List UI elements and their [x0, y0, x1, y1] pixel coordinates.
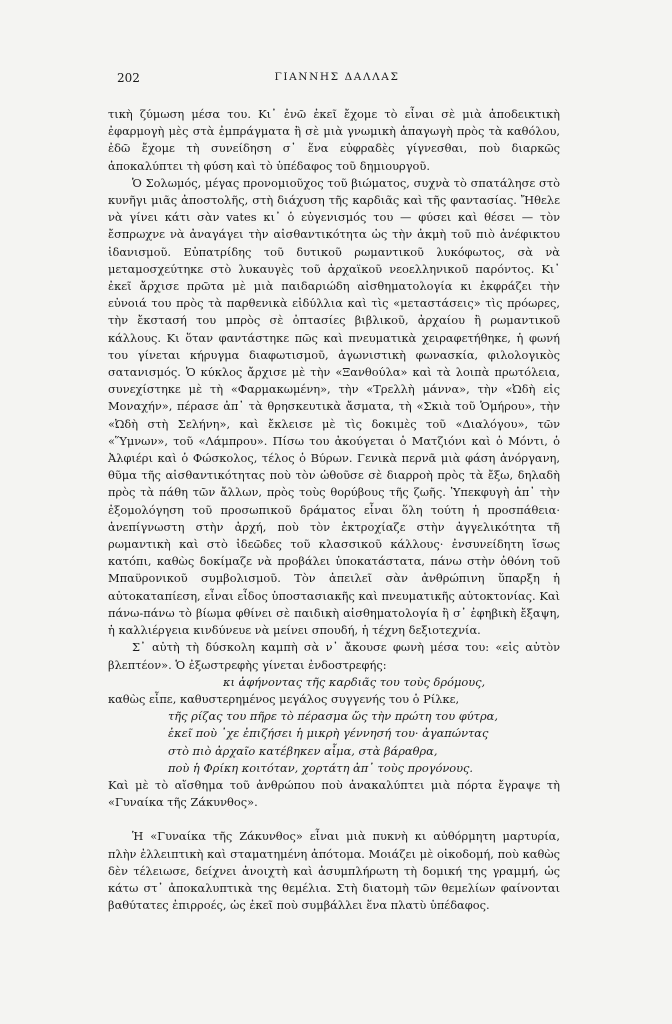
quote-line: τῆς ρίζας του πῆρε τὸ πέρασμα ὥς τὴν πρώτη του φύτρα, — [168, 709, 498, 724]
page-number: 202 — [117, 71, 140, 85]
running-head: ΓΙΑΝΝΗΣ ΔΑΛΛΑΣ — [274, 71, 400, 83]
paragraph: τικὴ ζύμωση μέσα του. Κι᾽ ἐνῶ ἐκεῖ ἔχομε τὸ εἶναι σὲ μιὰ ἀποδεικτικὴ ἐφαρμογὴ μὲς στὰ ἐμπράγματα ἢ σὲ μιὰ γνωμικὴ ἀπαγωγὴ πρὸς τὰ καθόλου, ἐδῶ ἔχομε τὴ συνείδηση σ᾽ ἕνα εὐφραδὲς γίγνεσθαι, ποὺ διαρκῶς ἀποκαλύπτει τὴ φύση καὶ τὸ ὑπέδαφος τοῦ δημιουργοῦ. — [108, 107, 560, 173]
body-text — [108, 106, 560, 914]
paragraph: Ἡ «Γυναίκα τῆς Ζάκυνθος» εἶναι μιὰ πυκνὴ κι αὐθόρμητη μαρτυρία, πλὴν ἐλλειπτικὴ καὶ σταματημένη ἀπότομα. Μοιάζει μὲ οἰκοδομή, ποὺ καθὼς δὲν τέλειωσε, δείχνει ἀνοιχτὴ καὶ ἀσυμπλήρωτη τὴ δομική της γραμμή, ὡς κάτω στ᾽ ἀποκαλυπτικὰ της θεμέλια. Στὴ διατομὴ τῶν θεμελίων φαίνονται βαθύτατες ἐπιρροές, ὡς ἐκεῖ ποὺ συμβάλλει ἕνα πλατὺ ὑπέδαφος. — [108, 829, 560, 913]
paragraph: Ὁ Σολωμός, μέγας προνομιοῦχος τοῦ βιώματος, συχνὰ τὸ σπατάλησε στὸ κυνῆγι μιᾶς ἀποστολῆς, στὴ διάχυση τῆς καρδιᾶς καὶ τῆς φαντασίας. Ἤθελε νὰ γίνει κάτι σὰν vates κι᾽ ὁ εὐγενισμός του — φύσει καὶ θέσει — τὸν ἔσπρωχνε νὰ ἀναγάγει τὴν αἰσθαντικότητα ὡς τὴν ἀκμὴ τοῦ πιὸ ἀνέφικτου ἰδανισμοῦ. Εὐπατρίδης τοῦ δυτικοῦ ρωμαντικοῦ λυκόφωτος, σὰ νὰ μεταμοσχεύτηκε στὸ λυκαυγὲς τοῦ ἀρχαϊκοῦ νεοελληνικοῦ παρόντος. Κι᾽ ἐκεῖ ἄρχισε πρῶτα μὲ μιὰ παιδαριώδη αἰσθηματολογία κι ἐκφράζει τὴν εὐνοιά του πρὸς τὰ παρθενικὰ εἰδύλλια καὶ τὶς «μεταστάσεις» τὶς πρόωρες, τὴν ἔκστασή του μπρὸς σὲ ὀπτασίες βιβλικοῦ, ἀρχαίου ἢ ρωμαντικοῦ κάλλους. Κι ὅταν φαντάστηκε πῶς καὶ πνευματικὰ χειραφετήθηκε, ἡ φωνή του γίνεται κήρυγμα διαφωτισμοῦ, ἀγωνιστικὴ φωνασκία, φιλολογικὸς σατανισμός. Ὁ κύκλος ἄρχισε μὲ τὴν «Ξανθούλα» καὶ τὰ λοιπὰ πρωτόλεια, συνεχίστηκε μὲ τὴ «Φαρμακωμένη», τὴν «Τρελλὴ μάννα», τὴν «Ὠδὴ εἰς Μοναχήν», πέρασε ἀπ᾽ τὰ θρησκευτικὰ ἄσματα, τὴ «Σκιὰ τοῦ Ὁμήρου», τὴν «Ὠδὴ στὴ Σελήνη», καὶ ἔκλεισε μὲ τὶς δοκιμὲς τοῦ «Διαλόγου», τῶν «Ὕμνων», τοῦ «Λάμπρου». Πίσω του ἀκούγεται ὁ Ματζιόνι καὶ ὁ Μόντι, ὁ Ἀλφιέρι καὶ ὁ Φώσκολος, τέλος ὁ Βύρων. Γενικὰ περνᾶ μιὰ φάση ἀνόργανη, θῦμα τῆς αἰσθαντικότητας ποὺ τὸν ὡθοῦσε σὲ διαρροὴ πρὸς τὰ ἔξω, δηλαδὴ πρὸς τὰ πάθη τῶν ἄλλων, πρὸς τοὺς θορύβους τῆς ζωῆς. Ὑπεκφυγὴ ἀπ᾽ τὴν ἐξομολόγηση τοῦ προσωπικοῦ δράματος εἶναι ὅλη τούτη ἡ προσπάθεια· ἀνεπίγνωστη στὴν ἀρχή, ποὺ τὸν ἐκτροχίαζε στὴν ἀγγελικότητα τῆ ρωμαντικὴ καὶ στὸ ἰδεῶδες τοῦ κλασσικοῦ κάλλους· ἐνσυνείδητη ἴσως κατόπι, καθὼς δοκίμαζε νὰ προβάλει ὑποκατάστατα, πάνω στὴν ὀθόνη τοῦ Μπαϋρονικοῦ συμβολισμοῦ. Τὸν ἀπειλεῖ σὰν ἀνθρώπινη ὕπαρξη ἡ αὐτοκαταπίεση, εἶναι εἶδος ὑποστασιακῆς καὶ πνευματικῆς αὐτοκτονίας. Καὶ πάνω-πάνω τὸ βίωμα φθίνει σὲ παιδικὴ αἰσθηματολογία ἢ σ᾽ ἐφηβικὴ ἔξαψη, ἡ καλλιέργεια κινδύνευε νὰ μείνει σπουδή, ἡ τέχνη δεξιοτεχνία. — [108, 175, 560, 638]
quote-line: ἐκεῖ ποὺ ᾽χε ἐπιζήσει ἡ μικρὴ γέννησή του· ἀγαπώντας — [168, 726, 489, 741]
quote-line: στὸ πιὸ ἀρχαῖο κατέβηκεν αἷμα, στὰ βάραθρα, — [168, 743, 438, 758]
section-gap — [108, 811, 560, 828]
paragraph: Καὶ μὲ τὸ αἴσθημα τοῦ ἀνθρώπου ποὺ ἀνακαλύπτει μιὰ πόρτα ἔγραψε τὴ «Γυναίκα τῆς Ζάκυνθος». — [108, 777, 560, 810]
quote-line: κι ἀφήνοντας τῆς καρδιᾶς του τοὺς δρόμους, — [223, 674, 486, 689]
page-header — [117, 71, 557, 87]
quote-intro: καθὼς εἶπε, καθυστερημένος μεγάλος συγγενής του ὁ Ρίλκε, — [108, 691, 460, 706]
paragraph: Σ᾽ αὐτὴ τὴ δύσκολη καμπὴ σὰ ν᾽ ἄκουσε φωνὴ μέσα του: «εἰς αὐτὸν βλεπτέον». Ὁ ἐξωστρεφὴς γίνεται ἐνδοστρεφής: — [108, 640, 560, 672]
quote-line: ποὺ ἡ Φρίκη κοιτόταν, χορτάτη ἀπ᾽ τοὺς προγόνους. — [168, 760, 474, 775]
